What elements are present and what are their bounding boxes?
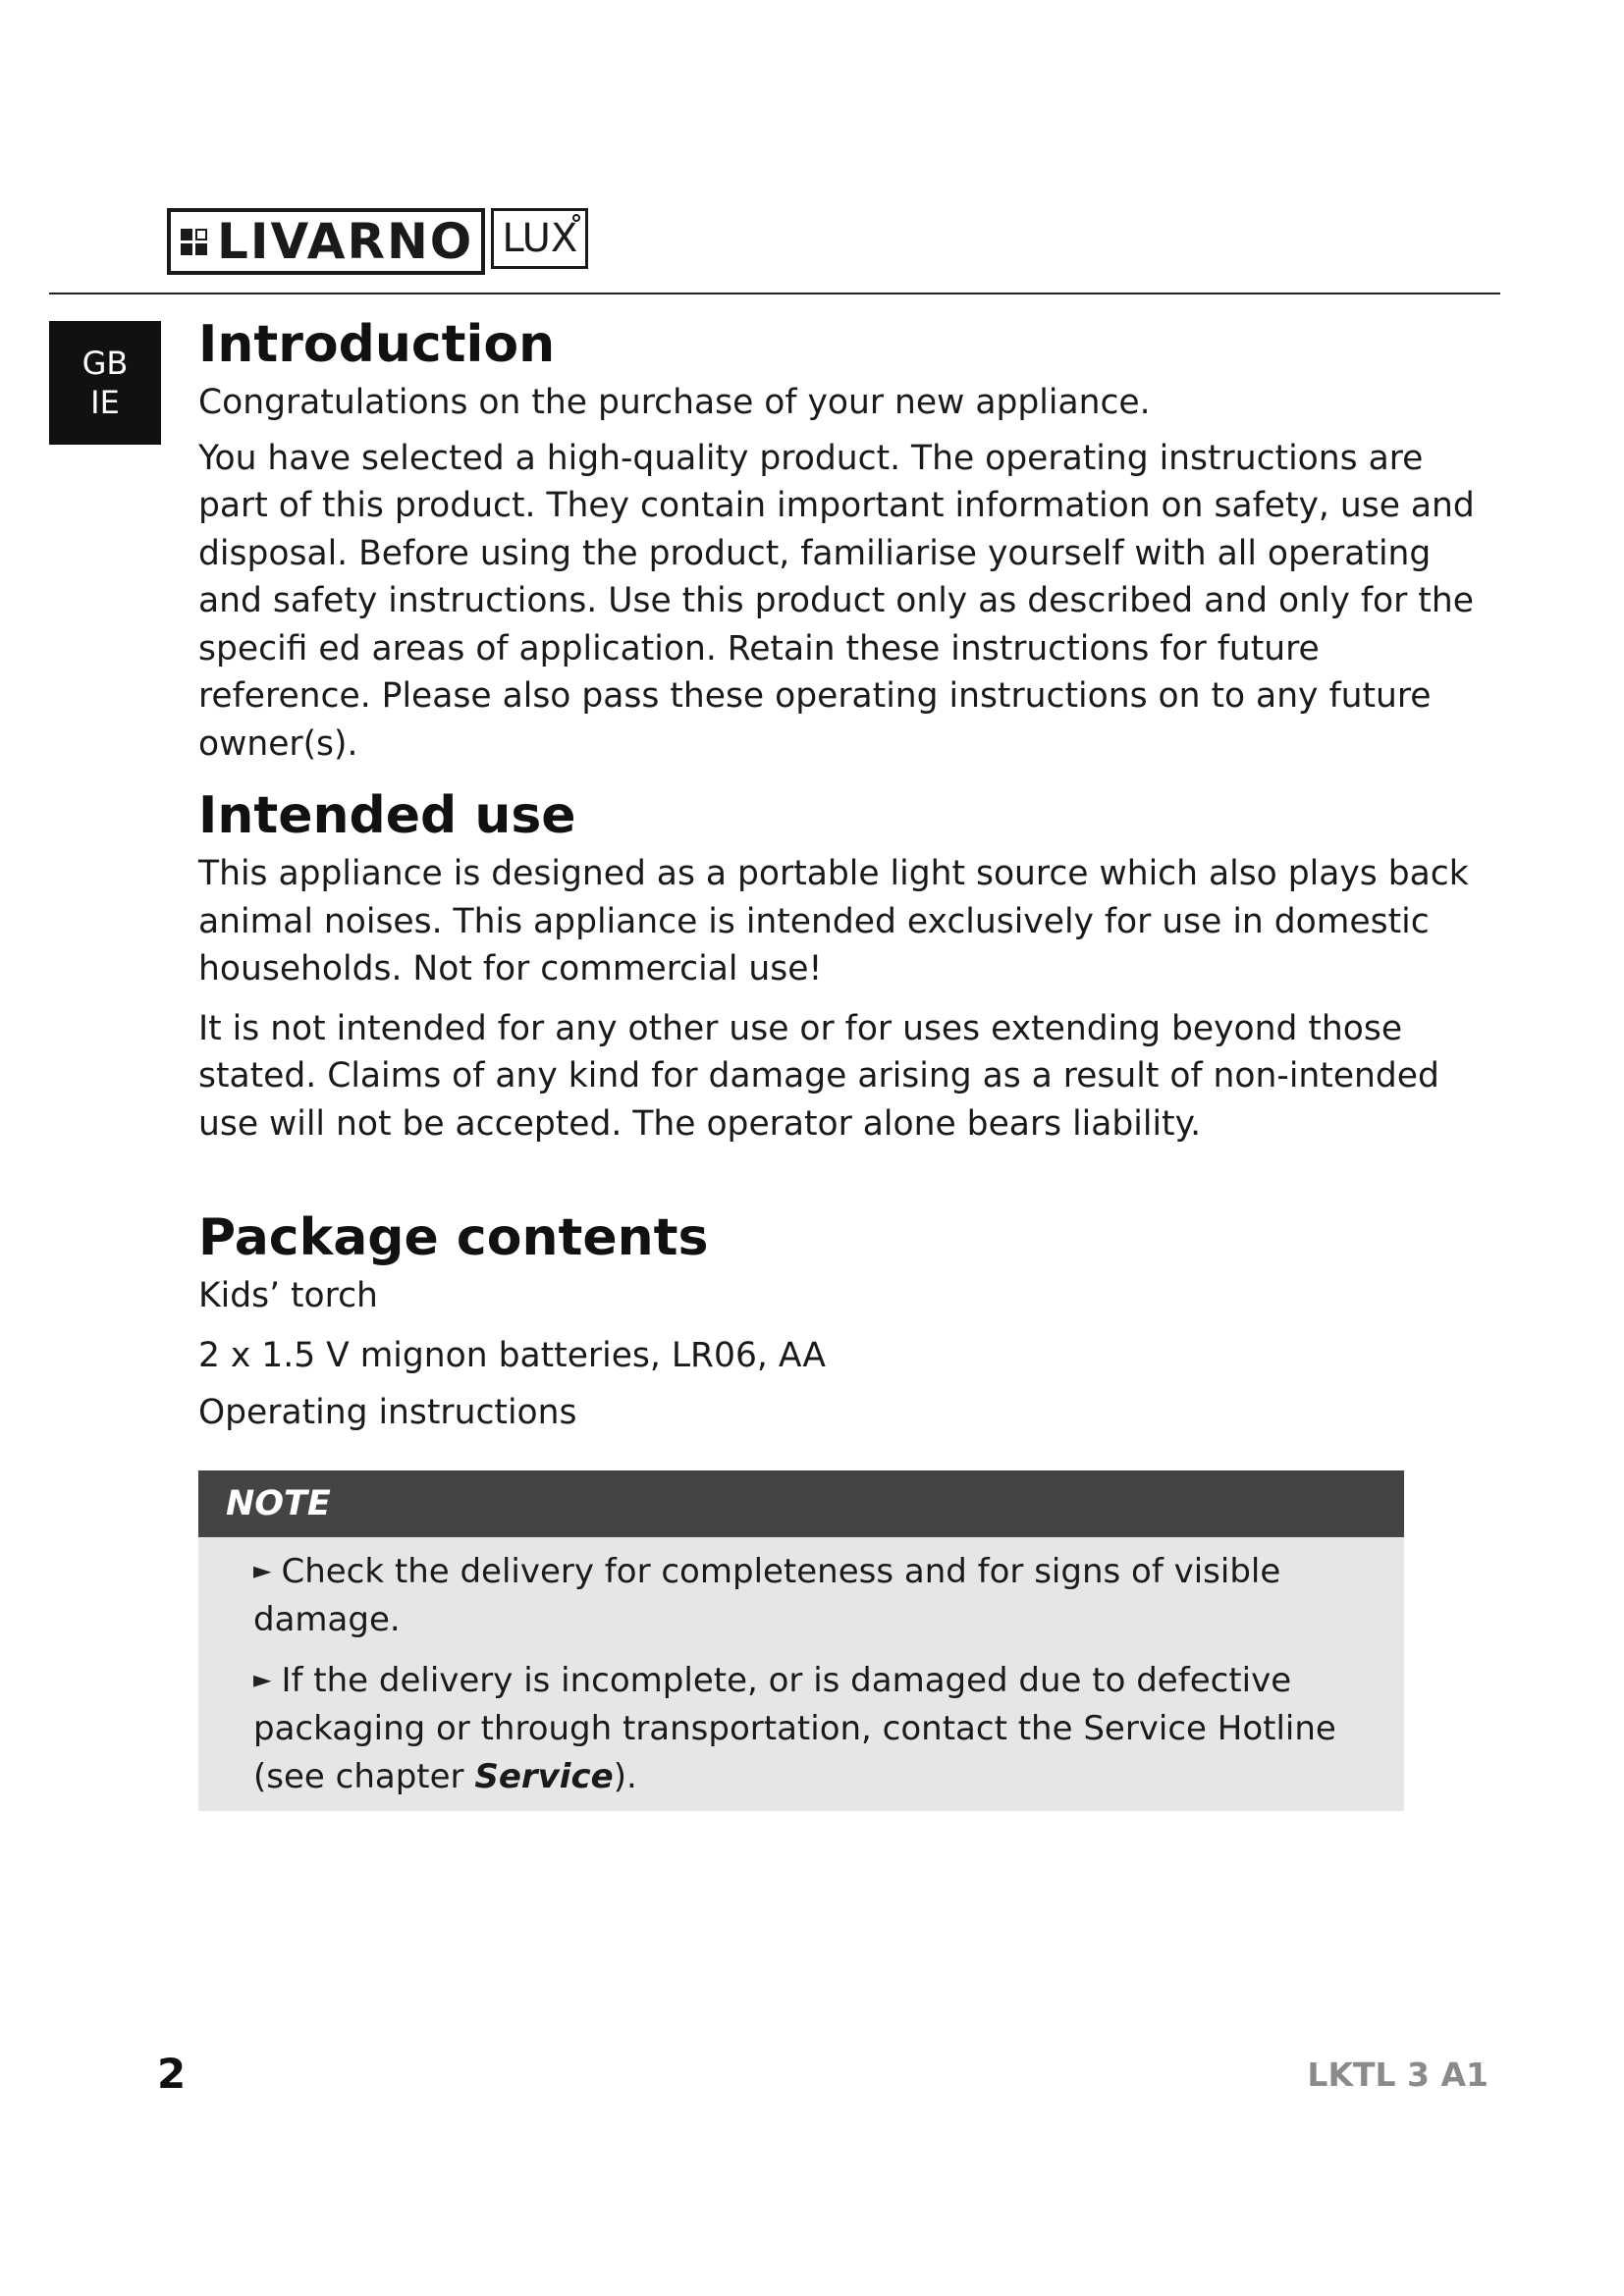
logo-dot-icon	[572, 214, 580, 222]
package-item: Operating instructions	[198, 1393, 577, 1432]
page-number: 2	[157, 2050, 187, 2098]
intended-use-paragraph-2: It is not intended for any other use or for uses extending beyond those stated. Claims of any kind for damage arising as a result of non-intended use will not be accepted. The operator alone bears liability.	[198, 1008, 1439, 1144]
language-code-ie: IE	[90, 384, 120, 421]
note-item	[253, 1547, 1365, 1644]
package-item: 2 x 1.5 V mignon batteries, LR06, AA	[198, 1335, 827, 1375]
introduction-paragraph-1: Congratulations on the purchase of your new appliance.	[198, 383, 1151, 422]
note-heading: NOTE	[198, 1470, 1404, 1537]
language-tab	[49, 321, 161, 445]
introduction-paragraph-2: You have selected a high-quality product. The operating instructions are part of this product. They contain important information on safety, use and disposal. Before using the product, familiarise yourself with all operating and safety instructions. Use this product only as described and only for the specifi ed areas of application. Retain these instructions for future reference. Please also pass these operating instructions on to any future owner(s).	[198, 438, 1475, 764]
section-package-contents	[198, 1207, 1475, 1437]
note-item	[253, 1656, 1365, 1801]
model-number: LKTL 3 A1	[1307, 2056, 1489, 2094]
livarno-lux-logo	[167, 208, 588, 275]
arrow-right-icon: ►	[253, 1557, 272, 1584]
introduction-heading: Introduction	[198, 315, 556, 374]
arrow-right-icon: ►	[253, 1666, 272, 1693]
service-chapter-reference: Service	[474, 1757, 614, 1796]
intended-use-paragraph-1: This appliance is designed as a portable light source which also plays back animal noises. This appliance is intended exclusively for use in domestic households. Not for commercial use!	[198, 854, 1469, 988]
logo-lux-box	[491, 208, 588, 269]
note-items	[198, 1537, 1404, 1811]
logo-main-box	[167, 208, 485, 275]
note-item-text: Check the delivery for completeness and for signs of visible damage.	[253, 1552, 1281, 1639]
logo-squares-icon	[181, 229, 207, 255]
package-contents-heading: Package contents	[198, 1208, 709, 1267]
logo-wordmark: LIVARNO	[217, 213, 474, 270]
section-intended-use	[198, 785, 1475, 1148]
package-item: Kids’ torch	[198, 1276, 378, 1315]
language-code-gb: GB	[81, 345, 129, 382]
intended-use-heading: Intended use	[198, 786, 576, 845]
logo-lux-text: LUX	[502, 216, 578, 261]
note-box	[198, 1470, 1404, 1811]
note-item-text-end: ).	[613, 1757, 637, 1796]
note-item-text: If the delivery is incomplete, or is damaged due to defective packaging or through transportation, contact the Service Hotline (see chapter	[253, 1661, 1336, 1796]
header-rule	[49, 293, 1500, 294]
section-introduction	[198, 314, 1475, 768]
